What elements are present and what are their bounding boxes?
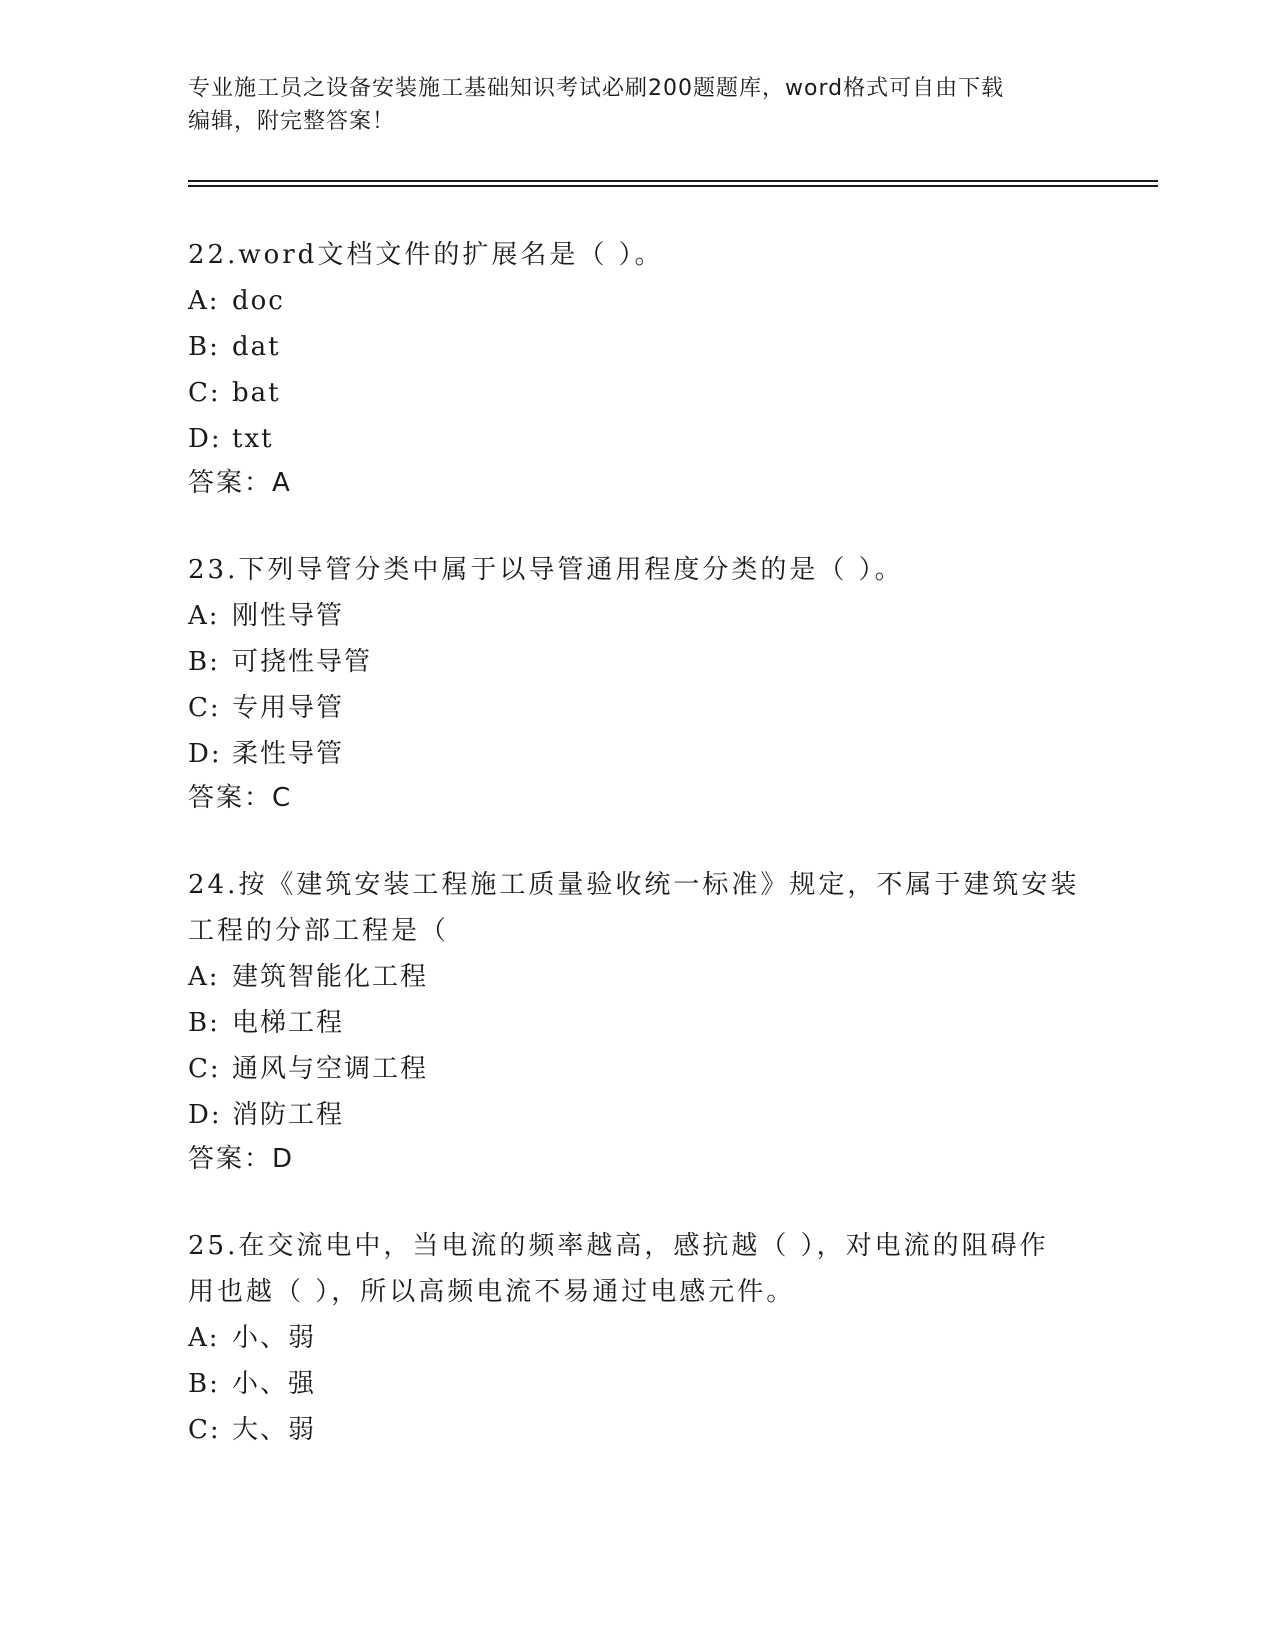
option-text: 柔性导管	[232, 739, 345, 769]
answer: 答案：C	[188, 783, 293, 813]
option-d	[188, 416, 1088, 462]
question-stem: 24.按《建筑安装工程施工质量验收统一标准》规定，不属于建筑安装	[188, 870, 1080, 900]
header-line-2: 编辑，附完整答案！	[188, 109, 396, 134]
question-stem-continued: 用也越（ ），所以高频电流不易通过电感元件。	[188, 1277, 796, 1307]
option-text: dat	[232, 332, 281, 362]
option-key: C:	[188, 378, 221, 408]
option-text: 专用导管	[232, 693, 345, 723]
option-c	[188, 685, 1088, 731]
answer: 答案：A	[188, 468, 292, 498]
question-stem: 25.在交流电中，当电流的频率越高，感抗越（ ），对电流的阻碍作	[188, 1231, 1049, 1261]
option-b	[188, 1000, 1088, 1046]
option-d	[188, 731, 1088, 777]
option-text: 消防工程	[232, 1100, 345, 1130]
option-text: bat	[232, 378, 281, 408]
option-key: C:	[188, 693, 221, 723]
option-key: A:	[188, 601, 220, 631]
document-header	[188, 72, 1088, 138]
option-d	[188, 1092, 1088, 1138]
option-a	[188, 278, 1088, 324]
option-key: C:	[188, 1054, 221, 1084]
header-line-1: 专业施工员之设备安装施工基础知识考试必刷200题题库，word格式可自由下载	[188, 76, 1005, 101]
option-b	[188, 1361, 1088, 1407]
option-text: 大、弱	[232, 1415, 317, 1445]
question-23	[188, 547, 1088, 819]
question-list	[188, 232, 1088, 1496]
question-25	[188, 1223, 1088, 1453]
option-c	[188, 1407, 1088, 1453]
option-key: A:	[188, 962, 220, 992]
question-24	[188, 862, 1088, 1180]
option-key: D:	[188, 1100, 222, 1130]
option-text: 建筑智能化工程	[232, 962, 429, 992]
option-a	[188, 1315, 1088, 1361]
option-text: 小、弱	[232, 1323, 317, 1353]
option-key: B:	[188, 332, 220, 362]
option-text: doc	[232, 286, 285, 316]
option-c	[188, 370, 1088, 416]
option-text: txt	[232, 424, 274, 454]
option-text: 刚性导管	[232, 601, 345, 631]
option-b	[188, 639, 1088, 685]
answer: 答案：D	[188, 1144, 295, 1174]
option-key: D:	[188, 424, 222, 454]
option-text: 通风与空调工程	[232, 1054, 429, 1084]
option-key: C:	[188, 1415, 221, 1445]
option-text: 可挠性导管	[232, 647, 373, 677]
header-divider-bottom	[188, 185, 1158, 187]
option-key: A:	[188, 1323, 220, 1353]
option-text: 小、强	[232, 1369, 317, 1399]
option-a	[188, 954, 1088, 1000]
question-stem-continued: 工程的分部工程是（	[188, 916, 450, 946]
question-stem: 22.word文档文件的扩展名是（ ）。	[188, 240, 664, 270]
header-divider-top	[188, 180, 1158, 182]
question-22	[188, 232, 1088, 504]
option-a	[188, 593, 1088, 639]
option-key: D:	[188, 739, 222, 769]
option-key: B:	[188, 1008, 220, 1038]
option-key: B:	[188, 647, 220, 677]
option-key: B:	[188, 1369, 220, 1399]
option-b	[188, 324, 1088, 370]
question-stem: 23.下列导管分类中属于以导管通用程度分类的是（ ）。	[188, 555, 904, 585]
option-text: 电梯工程	[232, 1008, 345, 1038]
option-key: A:	[188, 286, 220, 316]
option-c	[188, 1046, 1088, 1092]
